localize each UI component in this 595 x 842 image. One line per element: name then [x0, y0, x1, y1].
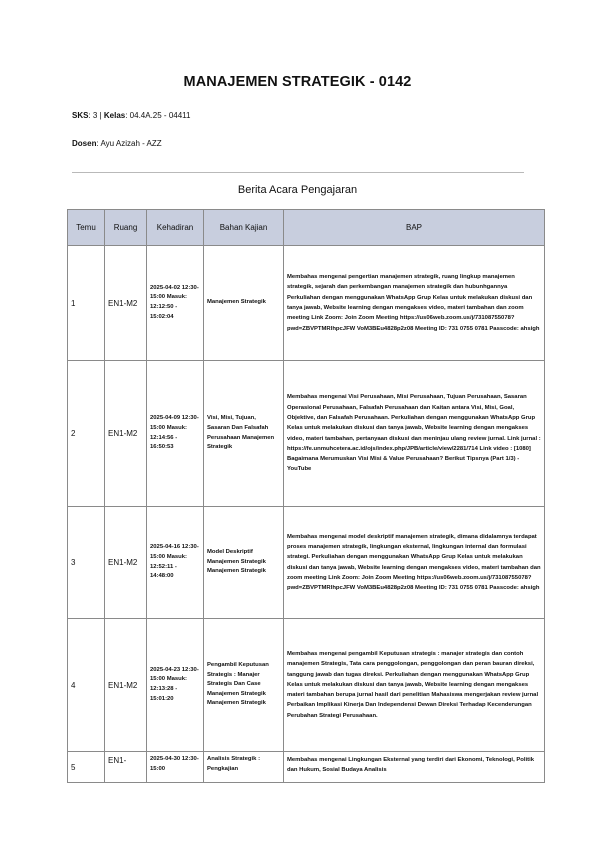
table-header-row — [68, 210, 545, 246]
bahan-kajian-cell: Visi, Misi, Tujuan, Sasaran Dan Falsafah Perusahaan Manajemen Strategik — [204, 361, 284, 507]
temu-cell: 1 — [68, 246, 105, 361]
dosen-value: : Ayu Azizah - AZZ — [96, 139, 162, 148]
ruang-cell: EN1-M2 — [105, 246, 147, 361]
bap-cell: Membahas mengenai model deskriptif manajemen strategik, dimana didalamnya terdapat proses manajemen strategik, lingkungan eksternal, lingkungan internal dan formulasi strategi. Perkuliahan dengan menggunakan WhatsApp Grup Kelas untuk melakukan diskusi dan tanya jawab, Website learning dengan mengakses video, materi tambahan dan zoom meeting Link Zoom: Join Zoom Meeting https://us06web.zoom.us/j/73108755078?pwd=ZBVPTMRlhpcJFW VoM3BEu4828p2z08 Meeting ID: 731 0755 0781 Passcode: ahsigh — [284, 507, 545, 619]
temu-cell: 4 — [68, 619, 105, 752]
bahan-kajian-cell: Analisis Strategik : Pengkajian — [204, 752, 284, 783]
kelas-label: Kelas — [103, 111, 126, 120]
sks-value: : 3 | — [88, 111, 104, 120]
course-meta-line — [72, 111, 190, 120]
table-row — [68, 507, 545, 619]
bap-table — [67, 209, 545, 783]
dosen-label: Dosen — [72, 139, 97, 148]
bahan-kajian-cell: Pengambil Keputusan Strategis : Manajer Strategis Dan Case Manajemen Strategik Manajemen Strategik — [204, 619, 284, 752]
kehadiran-cell: 2025-04-02 12:30-15:00 Masuk: 12:12:50 - 15:02:04 — [147, 246, 204, 361]
kehadiran-cell: 2025-04-09 12:30-15:00 Masuk: 12:14:56 - 16:50:53 — [147, 361, 204, 507]
header-ruang: Ruang — [105, 210, 147, 246]
temu-cell: 5 — [68, 752, 105, 783]
kehadiran-cell: 2025-04-16 12:30-15:00 Masuk: 12:52:11 - 14:48:00 — [147, 507, 204, 619]
table-row — [68, 619, 545, 752]
bap-cell: Membahas mengenai pengertian manajemen strategik, ruang lingkup manajemen strategik, sejarah dan perkembangan manajemen strategik dan hubunhgannya Perkuliahan dengan menggunakan WhatsApp Grup Kelas untuk melakukan diskusi dan tanya jawab, Website learning dengan mengakses video, materi tambahan dan zoom meeting Link Zoom: Join Zoom Meeting https://us06web.zoom.us/j/73108755078?pwd=ZBVPTMRlhpcJFW VoM3BEu4828p2z08 Meeting ID: 731 0755 0781 Passcode: ahsigh — [284, 246, 545, 361]
sks-label: SKS — [72, 111, 89, 120]
header-bap: BAP — [284, 210, 545, 246]
table-row — [68, 752, 545, 783]
table-row — [68, 246, 545, 361]
bap-cell: Membahas mengenai pengambil Keputusan strategis : manajer strategis dan contoh manajemen Strategis, Tata cara penggolongan, penggolongan dan peran bauran direksi, tanggung jawab dan tugas direksi. Perkuliahan dengan menggunakan WhatsApp Grup Kelas untuk melakukan diskusi dan tanya jawab, Website learning dengan mengakses materi tambahan berupa jurnal hasil dari penelitian Mahasiswa mengerjakan review jurnal Perbaikan Implikasi Kinerja Dan Independensi Dewan Direksi Terhadap Kecenderungan Perubahan Strategi Perusahaan. — [284, 619, 545, 752]
bahan-kajian-cell: Model Deskriptif Manajemen Strategik Manajemen Strategik — [204, 507, 284, 619]
header-temu: Temu — [68, 210, 105, 246]
temu-cell: 3 — [68, 507, 105, 619]
table-row — [68, 361, 545, 507]
section-title: Berita Acara Pengajaran — [237, 184, 358, 196]
kelas-value: : 04.4A.25 - 04411 — [125, 111, 191, 120]
kehadiran-cell: 2025-04-23 12:30-15:00 Masuk: 12:13:28 - 15:01:20 — [147, 619, 204, 752]
lecturer-line — [72, 139, 162, 148]
bap-cell: Membahas mengenai Visi Perusahaan, Misi Perusahaan, Tujuan Perusahaan, Sasaran Operasional Perusahaan, Falsafah Perusahaan dan Kaitan antara Visi, Misi, Goal, Objektive, dan Falsafah Perusahaan. Perkuliahan dengan menggunakan WhatsApp Grup Kelas untuk melakukan diskusi dan tanya jawab, Website learning dengan mengakses video, materi tambahan, pertanyaan diskusi dan meninjau ulang review jurnal. Link jurnal : https://fe.unmuhcetera.ac.id/ojs/index.php/JPB/article/view/2281/714 Link video : [1080] Bagaimana Merumuskan Visi Misi & Value Perusahaan? Berikut Tipsnya (Part 1/3) - YouTube — [284, 361, 545, 507]
header-kehadiran: Kehadiran — [147, 210, 204, 246]
ruang-cell: EN1-M2 — [105, 361, 147, 507]
header-bahan-kajian: Bahan Kajian — [204, 210, 284, 246]
bap-cell: Membahas mengenai Lingkungan Eksternal yang terdiri dari Ekonomi, Teknologi, Politik dan Hukum, Sosial Budaya Analisis — [284, 752, 545, 783]
kehadiran-cell: 2025-04-30 12:30-15:00 — [147, 752, 204, 783]
ruang-cell: EN1-M2 — [105, 507, 147, 619]
temu-cell: 2 — [68, 361, 105, 507]
page-title: MANAJEMEN STRATEGIK - 0142 — [183, 74, 412, 90]
ruang-cell: EN1- — [105, 752, 147, 783]
bahan-kajian-cell: Manajemen Strategik — [204, 246, 284, 361]
ruang-cell: EN1-M2 — [105, 619, 147, 752]
divider — [72, 172, 524, 173]
